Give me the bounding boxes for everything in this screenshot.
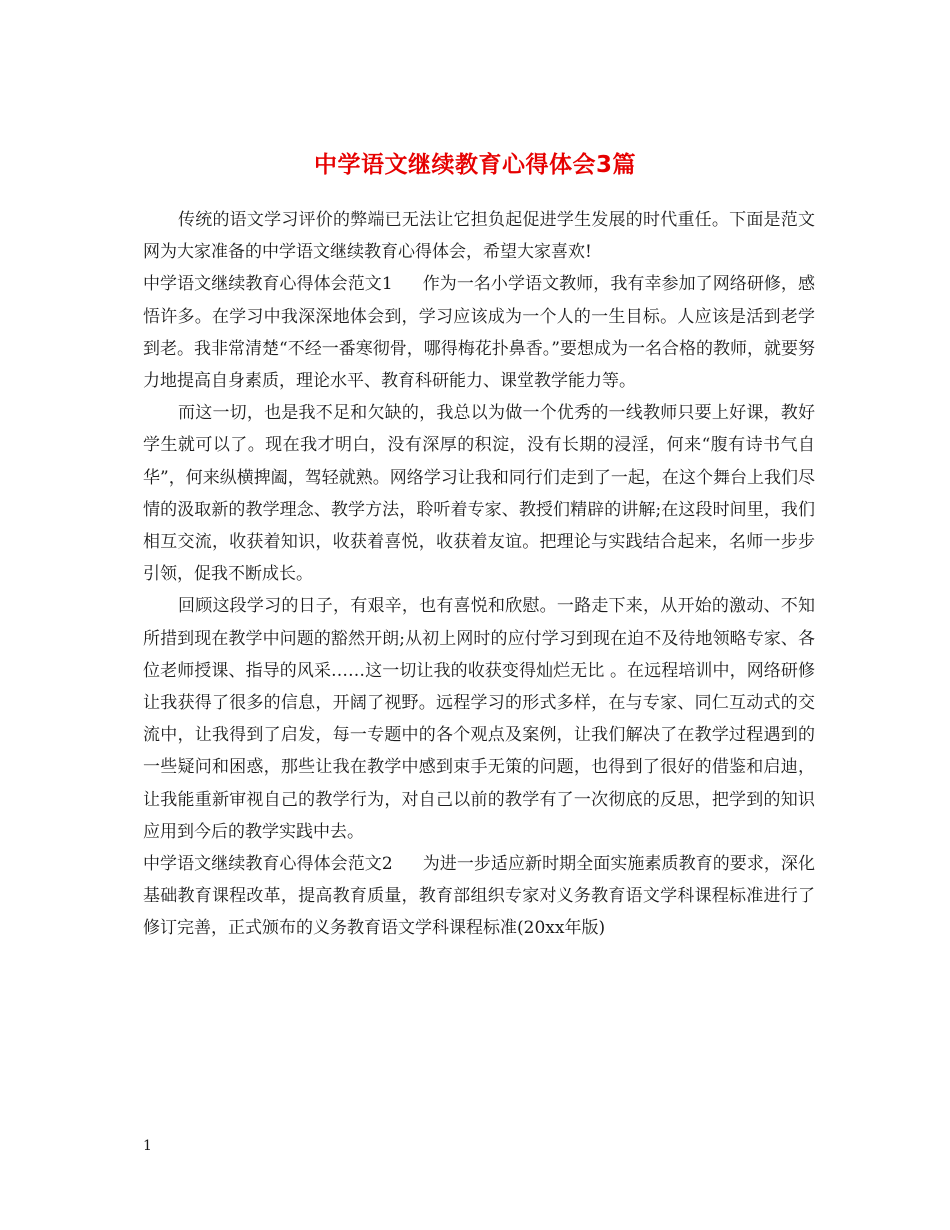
body-paragraph-2: 而这一切，也是我不足和欠缺的，我总以为做一个优秀的一线教师只要上好课，教好学生就可以了。现在我才明白，没有深厚的积淀，没有长期的浸淫，何来“腹有诗书气自华”，何来纵横捭阖，驾轻就熟。网络学习让我和同行们走到了一起，在这个舞台上我们尽情的汲取新的教学理念、教学方法，聆听着专家、教授们精辟的讲解;在这段时间里，我们相互交流，收获着知识，收获着喜悦，收获着友谊。把理论与实践结合起来，名师一步步引领，促我不断成长。 [143,403,815,585]
page-number: 1 [143,1138,152,1154]
section-2-paragraph [143,848,815,945]
section-1-text: 作为一名小学语文教师，我有幸参加了网络研修，感悟许多。在学习中我深深地体会到，学习应该成为一个人的一生目标。人应该是活到老学到老。我非常清楚“不经一番寒彻骨，哪得梅花扑鼻香。”要想成为一名合格的教师，就要努力地提高自身素质，理论水平、教育科研能力、课堂教学能力等。 [143,274,815,392]
intro-paragraph: 传统的语文学习评价的弊端已无法让它担负起促进学生发展的时代重任。下面是范文网为大家准备的中学语文继续教育心得体会，希望大家喜欢! [143,210,815,263]
section-2-text: 为进一步适应新时期全面实施素质教育的要求，深化基础教育课程改革，提高教育质量，教育部组织专家对义务教育语文学科课程标准进行了修订完善，正式颁布的义务教育语文学科课程标准(20xx年版) [143,854,815,939]
body-paragraph-3: 回顾这段学习的日子，有艰辛，也有喜悦和欣慰。一路走下来，从开始的激动、不知所措到现在教学中问题的豁然开朗;从初上网时的应付学习到现在迫不及待地领略专家、各位老师授课、指导的风采……这一切让我的收获变得灿烂无比 。在远程培训中，网络研修让我获得了很多的信息，开阔了视野。远程学习的形式多样，在与专家、同仁互动式的交流中，让我得到了启发，每一专题中的各个观点及案例，让我们解决了在教学过程遇到的一些疑问和困惑，那些让我在教学中感到束手无策的问题，也得到了很好的借鉴和启迪，让我能重新审视自己的教学行为，对自己以前的教学有了一次彻底的反思，把学到的知识应用到今后的教学实践中去。 [143,596,815,842]
document-title: 中学语文继续教育心得体会3篇 [313,152,636,179]
document-body [143,204,815,945]
section-2-label: 中学语文继续教育心得体会范文2 [143,854,393,875]
section-1-label: 中学语文继续教育心得体会范文1 [143,274,393,295]
section-1-paragraph [143,268,815,397]
